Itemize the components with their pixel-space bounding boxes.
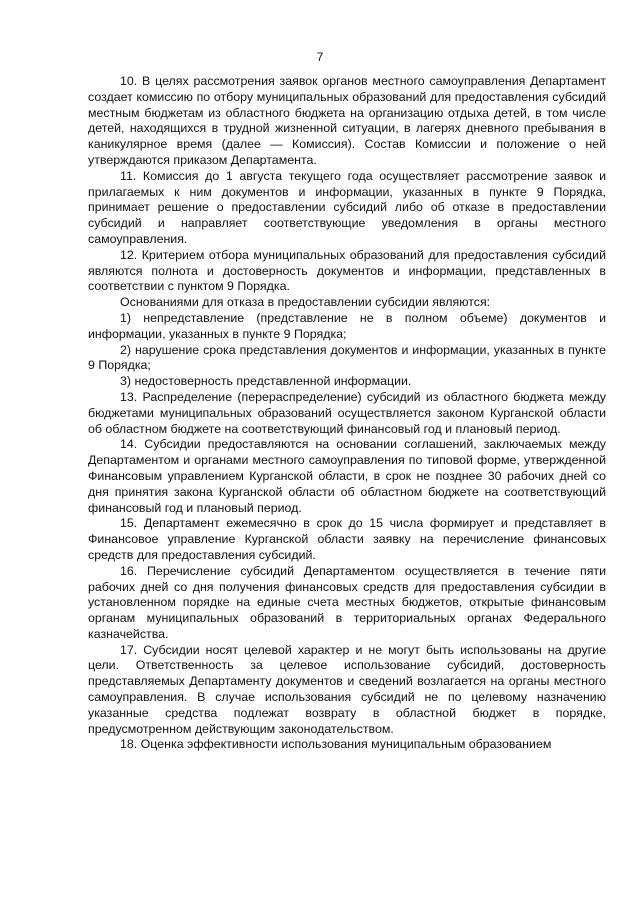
- paragraph-11: 11. Комиссия до 1 августа текущего года осуществляет рассмотрение заявок и прилагаемых к ним документов и информации, указанных в пункте 9 Порядка, принимает решение о предоставлении субсидий либо об отказе в предоставлении субсидий и направляет соответствующие уведомления в органы местного самоуправления.: [88, 168, 606, 246]
- paragraph-15: 15. Департамент ежемесячно в срок до 15 числа формирует и представляет в Финансовое управление Курганской области заявку на перечисление финансовых средств для предоставления субсидий.: [88, 516, 606, 562]
- paragraph-13: 13. Распределение (перераспределение) субсидий из областного бюджета между бюджетами муниципальных образований осуществляется законом Курганской области об областном бюджете на соответствующий финансовый год и плановый период.: [88, 389, 606, 436]
- page-number: 7: [316, 50, 324, 64]
- refusal-ground-1: 1) непредставление (представление не в полном объеме) документов и информации, указанных в пункте 9 Порядка;: [88, 310, 606, 341]
- paragraph-12: 12. Критерием отбора муниципальных образований для предоставления субсидий являются полнота и достоверность документов и информации, представленных в соответствии с пунктом 9 Порядка.: [88, 247, 606, 294]
- paragraph-18: 18. Оценка эффективности использования муниципальным образованием: [120, 737, 552, 752]
- document-body: [88, 74, 606, 753]
- paragraph-14: 14. Субсидии предоставляются на основании соглашений, заключаемых между Департаментом и органами местного самоуправления по типовой форме, утвержденной Финансовым управлением Курганской области, в срок не позднее 30 рабочих дней со дня принятия закона Курганской области об областном бюджете на соответствующий финансовый год и плановый период.: [88, 437, 606, 515]
- paragraph-10: 10. В целях рассмотрения заявок органов местного самоуправления Департамент создает комиссию по отбору муниципальных образований для предоставления субсидий местным бюджетам из областного бюджета на организацию отдыха детей, в том числе детей, находящихся в трудной жизненной ситуации, в лагерях дневного пребывания в каникулярное время (далее — Комиссия). Состав Комиссии и положение о ней утверждаются приказом Департамента.: [88, 74, 606, 167]
- refusal-ground-3: 3) недостоверность представленной информации.: [120, 374, 412, 389]
- refusal-grounds-intro: Основаниями для отказа в предоставлении субсидии являются:: [120, 295, 491, 310]
- paragraph-16: 16. Перечисление субсидий Департаментом осуществляется в течение пяти рабочих дней со дня получения финансовых средств для предоставления субсидии в установленном порядке на единые счета местных бюджетов, открытые финансовым органам муниципальных образований в территориальных органах Федерального казначейства.: [88, 563, 606, 641]
- refusal-ground-2: 2) нарушение срока представления документов и информации, указанных в пункте 9 Порядка;: [88, 342, 606, 373]
- paragraph-17: 17. Субсидии носят целевой характер и не могут быть использованы на другие цели. Ответственность за целевое использование субсидий, достоверность представляемых Департаменту документов и сведений возлагается на органы местного самоуправления. В случае использования субсидий не по целевому назначению указанные средства подлежат возврату в областной бюджет в порядке, предусмотренном действующим законодательством.: [88, 642, 606, 736]
